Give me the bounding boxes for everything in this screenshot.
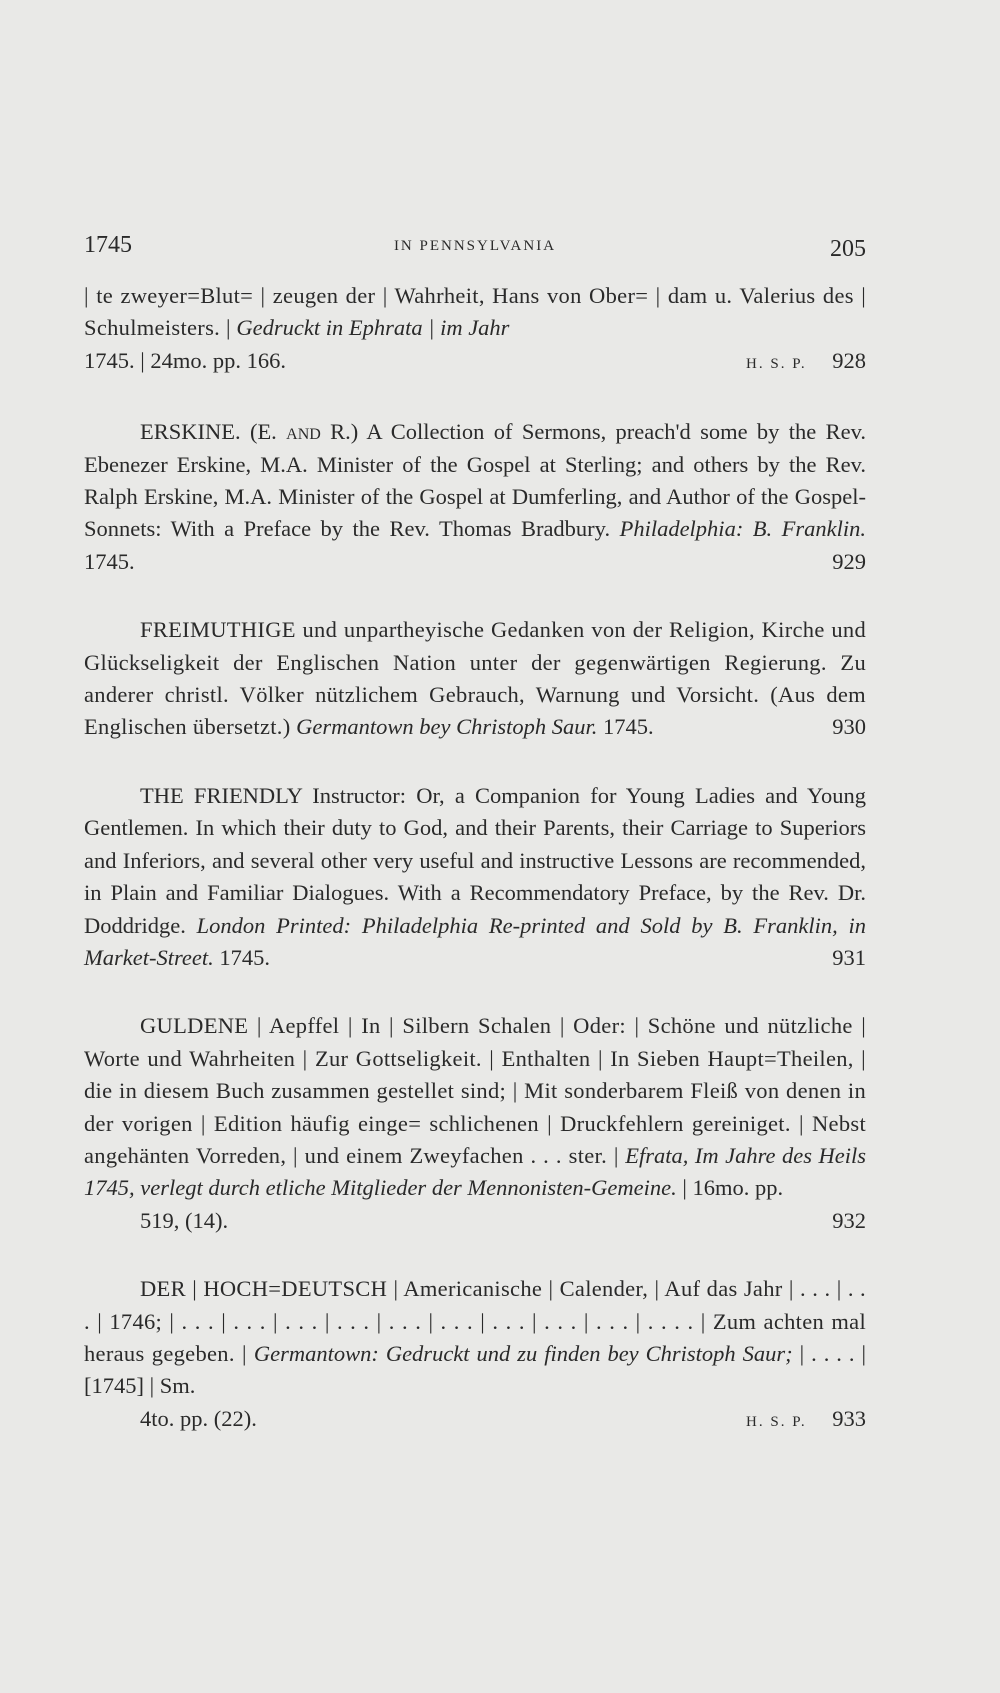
entry-928-collation: 1745. | 24mo. pp. 166.: [84, 347, 287, 373]
entry-929-lead2: R.): [330, 419, 359, 445]
entry-931-text: THE FRIENDLY Instructor: Or, a Companion for Young Ladies and Young Gentlemen. In which their duty to God, and their Parents, their Carriage to Superiors and Inferiors, and several other very useful and instructive Lessons are recommended, in Plain and Familiar Dialogues. With a Recommendatory Preface, by the Rev. Dr. Doddridge.: [84, 782, 866, 938]
entry-932-number: 932: [832, 1207, 866, 1233]
entry-929-number: 929: [832, 548, 866, 574]
header-page-number: 205: [830, 236, 866, 262]
entry-928-library: H. S. P.: [746, 355, 807, 372]
entry-929-lead: ERSKINE. (E.: [140, 419, 277, 445]
entry-933: [84, 1273, 866, 1438]
entry-929-text: A Collection of Sermons, preach'd some by the Rev. Ebenezer Erskine, M.A. Minister of the Gospel at Sterling; and others by the Rev. Ralph Erskine, M.A. Minister of the Gospel at Dumferling, and Author of the Gospel-Sonnets: With a Preface by the Rev. Thomas Bradbury.: [84, 419, 866, 542]
entry-932-imprint: Efrata, Im Jahre des Heils 1745, verlegt durch etliche Mitglieder der Mennonisten-Gemeine.: [84, 1142, 867, 1201]
entry-931-number: 931: [832, 944, 866, 970]
entry-929-and: and: [286, 419, 321, 445]
entry-931-date: 1745.: [219, 944, 270, 970]
header-year: 1745: [84, 232, 132, 258]
entry-933-imprint: Germantown: Gedruckt und zu finden bey Christoph Saur;: [253, 1340, 793, 1366]
entry-928-number: 928: [832, 347, 866, 373]
entry-932-text: GULDENE | Aepffel | In | Silbern Schalen | Oder: | Schöne und nützliche | Worte und Wahrheiten | Zur Gottseligkeit. | Enthalten | In Sieben Haupt=Theilen, | die in diesem Buch zusammen gestellet sind; | Mit sonderbarem Fleiß von denen in der vorigen | Edition häufig einge= schlichenen | Druckfehlern gereiniget. | Nebst angehänten Vorreden, | und einem Zweyfachen . . . ster. |: [84, 1013, 866, 1168]
entry-931: [84, 780, 866, 974]
entry-928-text: | te zweyer=Blut= | zeugen der | Wahrheit, Hans von Ober= | dam u. Valerius des | Schulmeisters. |: [84, 283, 866, 341]
entry-930-imprint: Germantown bey Christoph Saur.: [296, 714, 598, 740]
entry-932-after: | 16mo. pp.: [682, 1175, 784, 1201]
page-body: [84, 280, 866, 1474]
entry-933-library: H. S. P.: [746, 1413, 807, 1430]
entry-930-date: 1745.: [603, 714, 654, 740]
entry-933-text: DER | HOCH=DEUTSCH | Americanische | Calender, | Auf das Jahr | . . . | . . . | 1746; | . . . | . . . | . . . | . . . | . . . | . . . | . . . | . . . | . . . | . . . . | Zum achten mal heraus gegeben. |: [84, 1276, 866, 1366]
entry-932-tail-line: [84, 1205, 866, 1237]
entry-930-number: 930: [832, 714, 866, 740]
entry-929: [84, 416, 866, 578]
entry-933-number: 933: [832, 1405, 866, 1431]
entry-933-after: | . . . . | [1745] | Sm.: [84, 1340, 867, 1399]
entry-933-collation: 4to. pp. (22).: [140, 1405, 257, 1431]
entry-929-date: 1745.: [84, 548, 135, 574]
entry-928-tail-line: [84, 345, 866, 380]
entry-928: [84, 280, 866, 380]
entry-932: [84, 1010, 866, 1237]
entry-928-imprint: Gedruckt in Ephrata | im Jahr: [236, 315, 510, 341]
entry-930: [84, 614, 866, 744]
running-header: [84, 232, 866, 266]
entry-930-text: FREIMUTHIGE und unpartheyische Gedanken von der Religion, Kirche und Glückseligkeit der Englischen Nation unter der gegenwärtigen Regierung. Zu anderer christl. Völker nützlichem Gebrauch, Warnung und Vorsicht. (Aus dem Englischen übersetzt.): [84, 617, 866, 740]
entry-929-imprint: Philadelphia: B. Franklin.: [619, 516, 866, 542]
entry-932-collation: 519, (14).: [140, 1207, 229, 1233]
header-running-title: IN PENNSYLVANIA: [393, 238, 557, 254]
entry-933-tail-line: [84, 1403, 866, 1438]
entry-931-imprint: London Printed: Philadelphia Re-printed and Sold by B. Franklin, in Market-Street.: [84, 912, 867, 970]
